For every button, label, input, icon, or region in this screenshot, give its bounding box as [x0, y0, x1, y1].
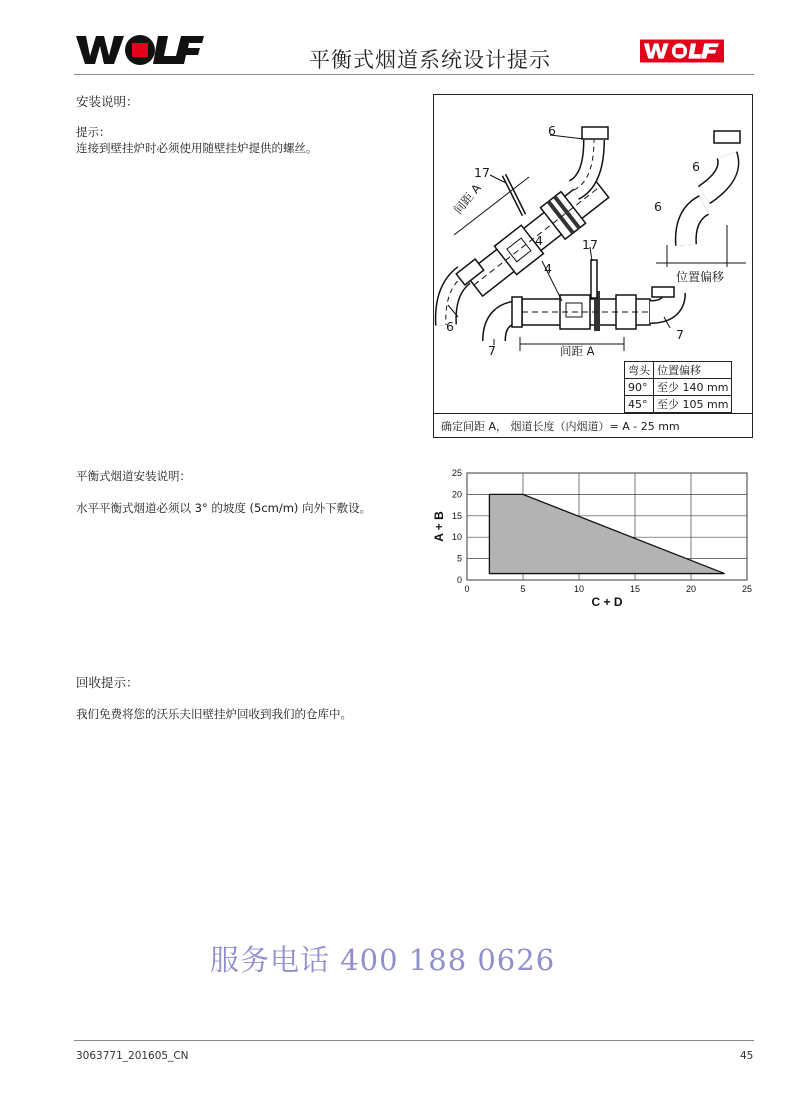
y-tick-label: 0 [456, 575, 462, 585]
callout-6-right-lower: 6 [654, 199, 662, 214]
doc-code: 3063771_201605_CN [76, 1050, 189, 1062]
flue-diagram [433, 94, 753, 438]
x-tick-label: 0 [464, 584, 470, 594]
x-tick-label: 25 [741, 584, 753, 594]
service-phone-watermark: 服务电话 400 188 0626 [210, 943, 556, 977]
header-rule [74, 74, 754, 75]
callout-4-diagonal: 4 [535, 233, 543, 248]
x-tick-label: 15 [629, 584, 641, 594]
callout-7-right: 7 [676, 327, 684, 342]
callout-6-right-upper: 6 [692, 159, 700, 174]
balanced-heading: 平衡式烟道安装说明： [76, 469, 191, 483]
balanced-text: 水平平衡式烟道必须以 3° 的坡度 (5cm/m) 向外下敷设。 [76, 501, 372, 515]
footer-rule [74, 1040, 754, 1041]
recycle-heading: 回收提示： [76, 675, 139, 690]
table-cell: 至少 140 mm [654, 379, 732, 396]
spacing-a-horizontal-label: 间距 A [560, 344, 595, 358]
x-tick-label: 20 [685, 584, 697, 594]
callout-4-horizontal: 4 [544, 261, 552, 276]
table-cell: 45° [625, 396, 654, 413]
spacing-a-diagonal-label: 间距 A [450, 181, 484, 217]
y-tick-label: 25 [451, 468, 462, 478]
install-heading: 安装说明： [76, 94, 139, 109]
offset-label: 位置偏移 [676, 270, 725, 284]
y-tick-label: 10 [451, 532, 462, 543]
wolf-logo-right [640, 38, 724, 64]
callout-6-left: 6 [446, 319, 454, 334]
y-tick-label: 5 [456, 553, 462, 564]
table-cell: 90° [625, 379, 654, 396]
x-axis-label: C + D [591, 595, 623, 609]
x-tick-label: 10 [573, 584, 585, 594]
recycle-text: 我们免费将您的沃乐夫旧壁挂炉回收到我们的仓库中。 [76, 707, 352, 721]
y-tick-label: 15 [451, 510, 462, 521]
x-tick-label: 5 [520, 584, 526, 594]
callout-6-top: 6 [548, 123, 556, 138]
slope-chart [425, 462, 760, 614]
table-header-cell: 位置偏移 [654, 362, 732, 379]
diagram-caption: 确定间距 A， 烟道长度（内烟道）= A - 25 mm [441, 420, 680, 433]
hint-text: 连接到壁挂炉时必须使用随壁挂炉提供的螺丝。 [76, 141, 318, 155]
elbow-offset-table [624, 361, 732, 413]
table-header-row [625, 362, 732, 379]
wolf-logo-left [74, 32, 206, 68]
table-row [625, 396, 732, 413]
table-cell: 至少 105 mm [654, 396, 732, 413]
callout-7-left: 7 [488, 343, 496, 358]
table-row [625, 379, 732, 396]
hint-label: 提示： [76, 125, 111, 139]
y-tick-label: 20 [451, 489, 462, 500]
caption-divider [434, 413, 752, 414]
table-header-cell: 弯头 [625, 362, 654, 379]
y-axis-label: A + B [432, 511, 446, 542]
page-number: 45 [740, 1050, 754, 1062]
callout-17-diagonal: 17 [474, 165, 490, 180]
page-title: 平衡式烟道系统设计提示 [309, 48, 551, 72]
callout-17-horizontal: 17 [582, 237, 598, 252]
